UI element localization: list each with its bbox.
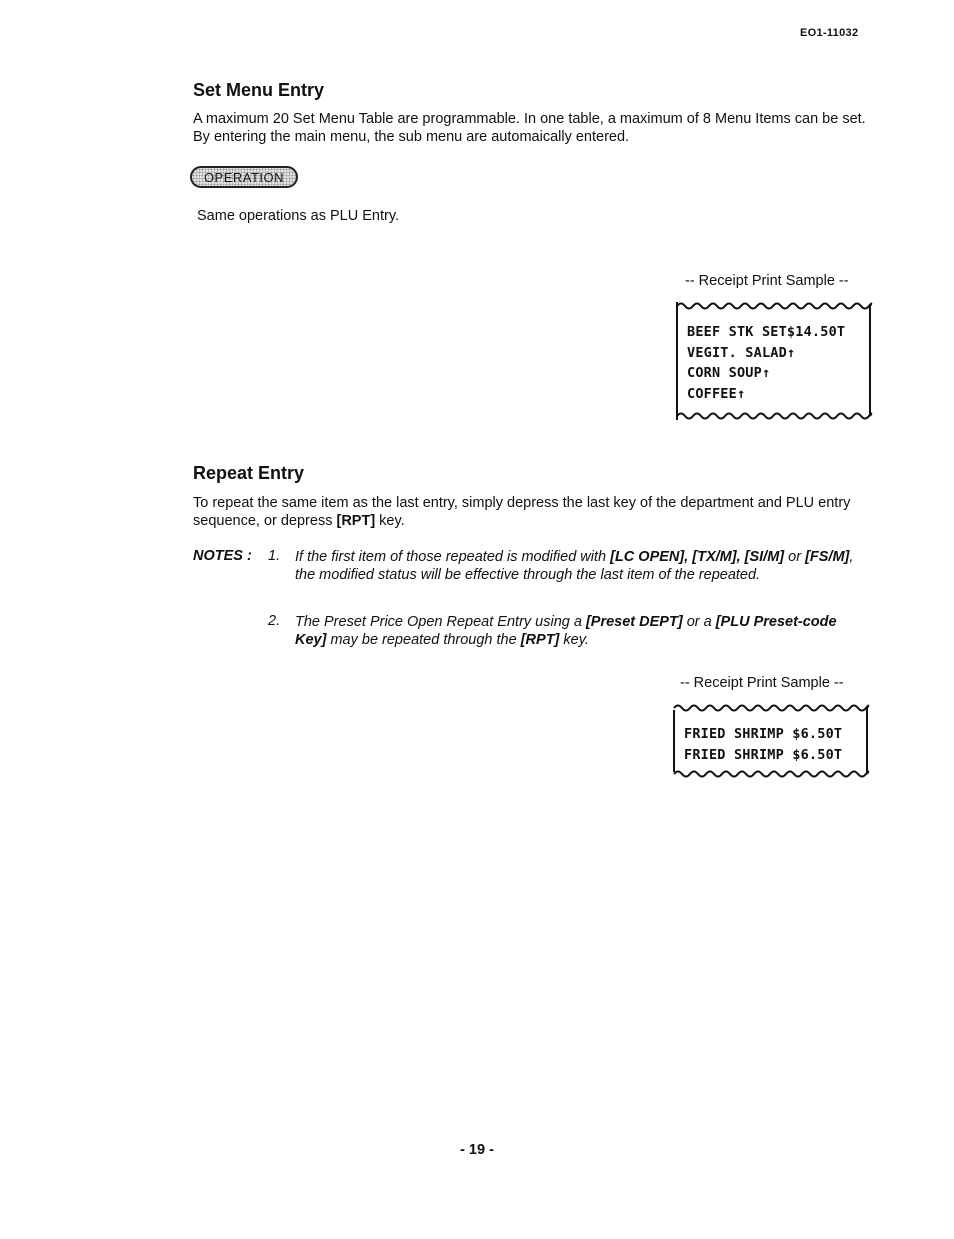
receipt-sample-repeat [670,700,870,782]
notes-label: NOTES : [193,548,252,564]
receipt-sample-label: -- Receipt Print Sample -- [685,273,849,289]
receipt-lines [684,724,842,765]
note-key-ref: [RPT] [520,632,560,648]
note-text: or a [682,614,716,630]
section-title-repeat: Repeat Entry [193,463,305,483]
note-1 [295,548,865,584]
repeat-description-tail: key. [375,513,405,529]
note-key-ref: [LC OPEN], [TX/M], [SI/M] [610,549,785,565]
document-id: EO1-11032 [800,27,859,39]
receipt-line: BEEF STK SET$14.50T [687,324,846,340]
operation-badge-label: OPERATION [203,169,285,185]
section-title-set-menu: Set Menu Entry [193,80,325,100]
receipt-line: COFFEE↑ [687,385,746,402]
receipt-line: FRIED SHRIMP $6.50T [684,746,843,763]
note-text: may be repeated through the [326,632,521,648]
set-menu-description: A maximum 20 Set Menu Table are programmable. In one table, a maximum of 8 Menu Items can be set. By entering the main menu, the sub menu are automaically entered. [193,111,866,145]
receipt-sample-set-menu [673,298,873,424]
note-key-ref: [Preset DEPT] [585,614,683,630]
receipt-sample-label: -- Receipt Print Sample -- [680,675,844,691]
note-key-ref: [FS/M] [805,549,850,565]
receipt-lines [687,322,845,404]
page-number: - 19 - [460,1142,494,1158]
note-text: or [784,549,806,565]
receipt-top-tear [677,304,871,309]
receipt-bottom-tear [674,772,868,777]
note-2 [295,613,865,649]
operation-badge [190,166,298,188]
receipt-line: CORN SOUP↑ [687,365,771,381]
note-text: , the modified status will be effective through the last item of the repeated. [295,549,854,583]
note-text: key. [559,632,589,648]
repeat-description-text: To repeat the same item as the last entry, simply depress the last key of the department and PLU entry sequence, or depress [193,495,851,529]
repeat-description [193,494,873,530]
rpt-key-ref: [RPT] [336,513,376,529]
note-text: The Preset Price Open Repeat Entry using a [295,614,586,630]
receipt-line: VEGIT. SALAD↑ [687,344,796,361]
note-text: If the first item of those repeated is modified with [295,549,611,565]
operation-text: Same operations as PLU Entry. [197,208,400,224]
receipt-bottom-tear [677,414,871,419]
note-number: 1. [268,548,281,564]
note-number: 2. [268,613,281,629]
note-key-ref: [PLU Preset-code Key] [295,614,837,648]
receipt-line: FRIED SHRIMP $6.50T [684,726,843,742]
receipt-top-tear [674,706,868,711]
